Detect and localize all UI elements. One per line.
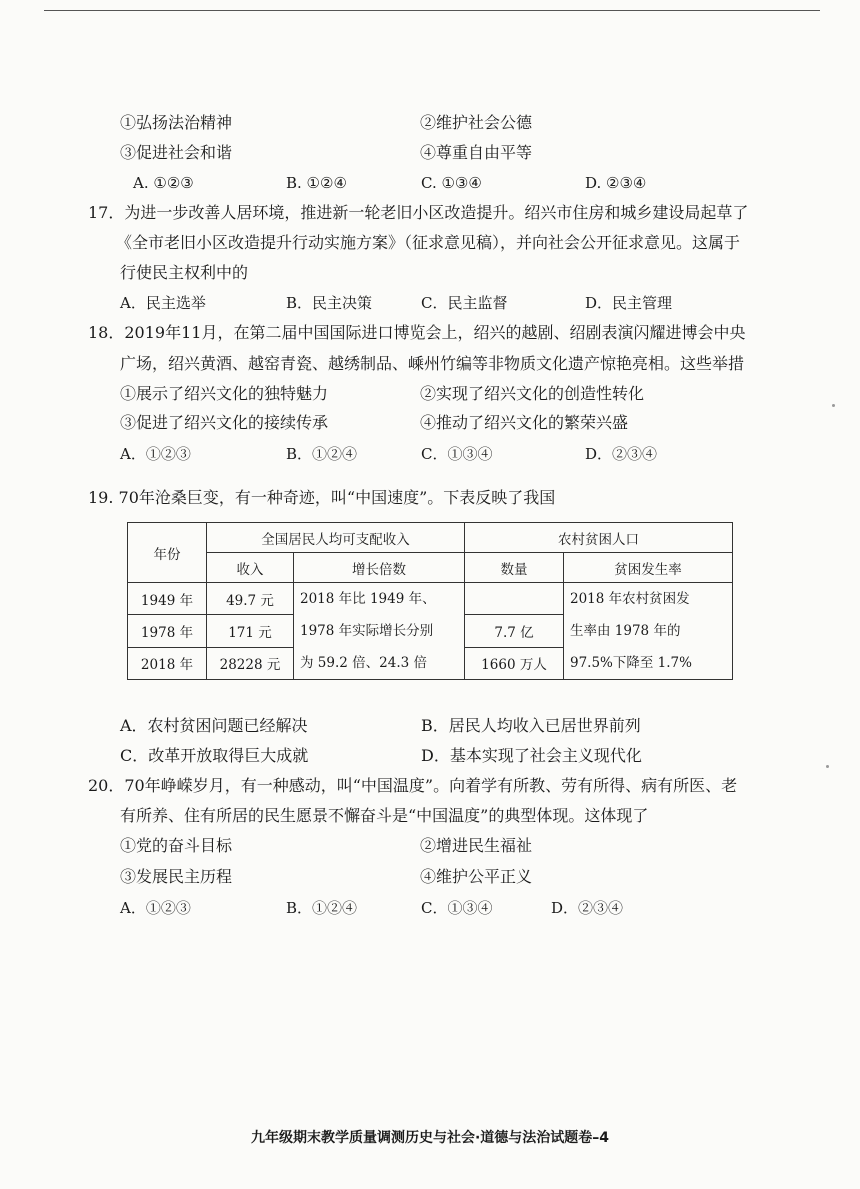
- q16-option-b: B. ①②④: [286, 174, 347, 192]
- q19-data-table: [127, 522, 733, 680]
- q16-option-d: D. ②③④: [585, 174, 647, 192]
- q18-option-a: A．①②③: [120, 445, 191, 463]
- q20-option-d: D．②③④: [551, 899, 624, 917]
- top-rule: [44, 10, 820, 11]
- header-poverty: 农村贫困人口: [465, 523, 733, 553]
- table-cell-year: 2018 年: [128, 647, 207, 679]
- table-cell-year: 1978 年: [128, 615, 207, 647]
- q16-item-1: ①弘扬法治精神: [120, 113, 233, 132]
- q20-option-c: C．①③④: [421, 899, 493, 917]
- q20-item-2: ②增进民生福祉: [420, 836, 533, 855]
- subheader-income: 收入: [207, 553, 294, 583]
- q20-item-3: ③发展民主历程: [120, 867, 233, 886]
- subheader-growth: 增长倍数: [294, 553, 465, 583]
- q20-stem-line-2: 有所养、住有所居的民生愿景不懈奋斗是“中国温度”的典型体现。这体现了: [120, 806, 649, 825]
- q18-item-2: ②实现了绍兴文化的创造性转化: [420, 384, 645, 403]
- q17-option-a: A．民主选举: [120, 294, 206, 312]
- q19-stem: 19. 70年沧桑巨变，有一种奇迹，叫“中国速度”。下表反映了我国: [88, 488, 556, 507]
- q20-option-b: B．①②④: [286, 899, 358, 917]
- q20-stem-line-1: 20．70年峥嵘岁月，有一种感动，叫“中国温度”。向着学有所教、劳有所得、病有所医、老: [88, 776, 738, 795]
- growth-note-line: 2018 年比 1949 年、: [300, 591, 436, 607]
- table-cell-income: 171 元: [207, 615, 294, 647]
- scan-speck: [832, 404, 835, 407]
- q18-item-1: ①展示了绍兴文化的独特魅力: [120, 384, 329, 403]
- q18-stem-line-2: 广场，绍兴黄酒、越窑青瓷、越绣制品、嵊州竹编等非物质文化遗产惊艳亮相。这些举措: [120, 354, 745, 373]
- scan-speck: [826, 765, 829, 768]
- q16-item-2: ②维护社会公德: [420, 113, 533, 132]
- page-footer: 九年级期末教学质量调测历史与社会·道德与法治试题卷–4: [250, 1130, 610, 1146]
- q19-option-c: C．改革开放取得巨大成就: [120, 746, 309, 765]
- q18-option-d: D．②③④: [585, 445, 658, 463]
- table-cell-count: [465, 583, 564, 615]
- q18-item-4: ④推动了绍兴文化的繁荣兴盛: [420, 413, 629, 432]
- table-cell-income: 49.7 元: [207, 583, 294, 615]
- rate-note-cell: [564, 583, 733, 680]
- q20-item-4: ④维护公平正义: [420, 867, 533, 886]
- q20-item-1: ①党的奋斗目标: [120, 836, 233, 855]
- growth-note-line: 为 59.2 倍、24.3 倍: [300, 655, 427, 671]
- q16-item-4: ④尊重自由平等: [420, 143, 533, 162]
- table-cell-count: 7.7 亿: [465, 615, 564, 647]
- q17-stem-line-3: 行使民主权利中的: [120, 263, 249, 282]
- q17-option-b: B．民主决策: [286, 294, 373, 312]
- q17-option-c: C．民主监督: [421, 294, 508, 312]
- growth-note-line: 1978 年实际增长分别: [300, 623, 434, 639]
- q17-option-d: D．民主管理: [585, 294, 673, 312]
- q18-option-b: B．①②④: [286, 445, 358, 463]
- subheader-count: 数量: [465, 553, 564, 583]
- q17-stem-line-2: 《全市老旧小区改造提升行动实施方案》（征求意见稿），并向社会公开征求意见。这属于: [116, 233, 741, 252]
- header-year: 年份: [128, 523, 207, 583]
- q18-option-c: C．①③④: [421, 445, 493, 463]
- subheader-rate: 贫困发生率: [564, 553, 733, 583]
- rate-note-line: 2018 年农村贫困发: [570, 591, 690, 607]
- rate-note-line: 97.5%下降至 1.7%: [570, 655, 692, 671]
- table-cell-year: 1949 年: [128, 583, 207, 615]
- q19-option-d: D．基本实现了社会主义现代化: [421, 746, 642, 765]
- q19-option-b: B．居民人均收入已居世界前列: [421, 716, 641, 735]
- q16-option-a: A. ①②③: [133, 174, 194, 192]
- table-cell-count: 1660 万人: [465, 647, 564, 679]
- growth-note-cell: [294, 583, 465, 680]
- header-income: 全国居民人均可支配收入: [207, 523, 465, 553]
- q20-option-a: A．①②③: [120, 899, 191, 917]
- rate-note-line: 生率由 1978 年的: [570, 623, 681, 639]
- q18-stem-line-1: 18．2019年11月，在第二届中国国际进口博览会上，绍兴的越剧、绍剧表演闪耀进博会中央: [88, 323, 746, 342]
- q17-stem-line-1: 17．为进一步改善人居环境，推进新一轮老旧小区改造提升。绍兴市住房和城乡建设局起草了: [88, 203, 749, 222]
- q19-option-a: A．农村贫困问题已经解决: [120, 716, 308, 735]
- q16-item-3: ③促进社会和谐: [120, 143, 233, 162]
- table-cell-income: 28228 元: [207, 647, 294, 679]
- q16-option-c: C. ①③④: [421, 174, 482, 192]
- q18-item-3: ③促进了绍兴文化的接续传承: [120, 413, 329, 432]
